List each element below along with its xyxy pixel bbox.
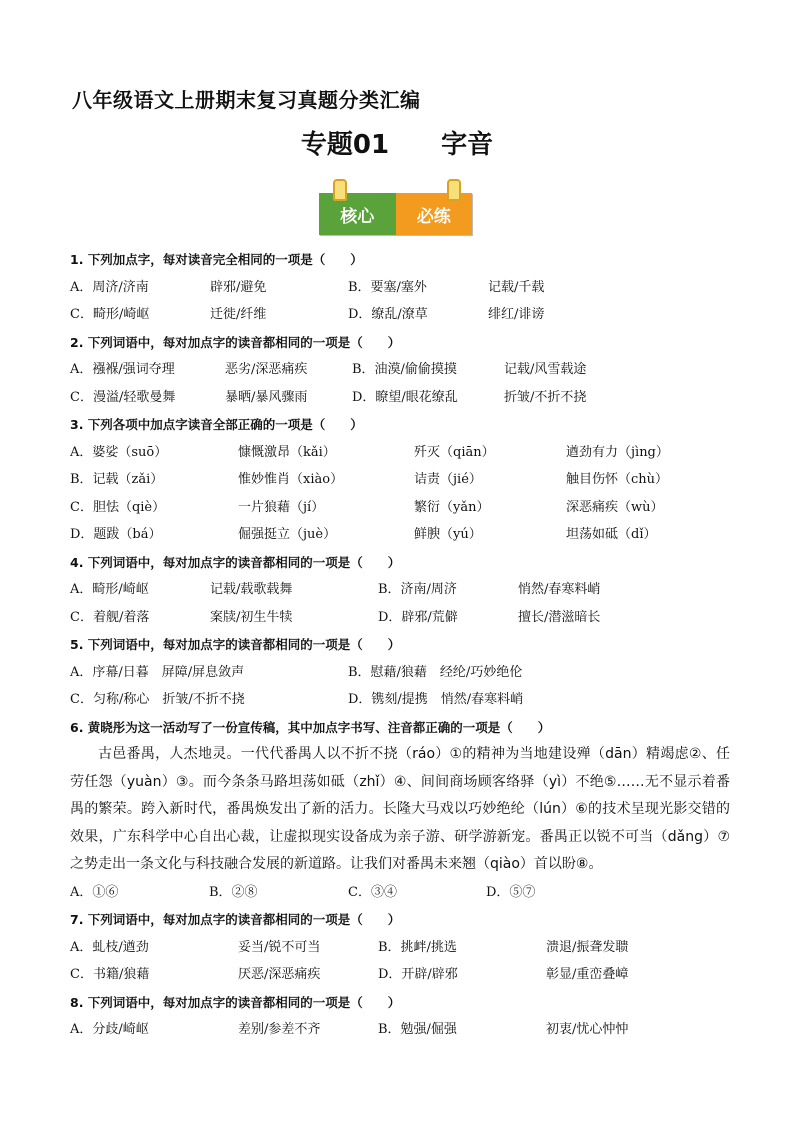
option-text: B．慰藉/狼藉 经纶/巧妙绝伦 — [348, 664, 523, 680]
option-text: 诘责（jié） — [414, 472, 482, 487]
option-text: 倔强挺立（juè） — [238, 527, 337, 542]
question-stem: 7. 下列词语中，每对加点字的读音都相同的一项是（ ） — [70, 912, 401, 927]
option-text: 迁徙/纤维 — [210, 307, 267, 322]
option-row — [70, 1016, 730, 1044]
option-row — [70, 934, 730, 962]
option-text: 歼灭（qiān） — [414, 444, 495, 460]
option-text: 恶劣/深恶痛疾 — [225, 362, 308, 377]
option-text: C．书籍/狼藉 — [70, 967, 150, 982]
banner-label-practice: 必练 — [396, 193, 473, 235]
option-text: C．着舰/着落 — [70, 609, 150, 625]
binder-clip-icon — [333, 179, 347, 201]
option-row — [70, 301, 730, 329]
option-text: C．胆怯（qiè） — [70, 499, 166, 515]
option-text: C．漫溢/轻歌曼舞 — [70, 389, 176, 405]
banner-label-core: 核心 — [319, 193, 396, 235]
option-text: B．要塞/塞外 — [348, 279, 427, 295]
option-row — [70, 961, 730, 989]
question-stem: 3. 下列各项中加点字读音全部正确的一项是（ ） — [70, 417, 363, 432]
option-text: A．①⑥ — [70, 884, 119, 900]
option-text: 记载/载歌载舞 — [210, 582, 293, 597]
topic-name: 字音 — [441, 130, 494, 160]
question-stem: 1. 下列加点字，每对读音完全相同的一项是（ ） — [70, 252, 363, 267]
option-text: 繁衍（yǎn） — [414, 499, 490, 515]
option-text: A．分歧/崎岖 — [70, 1022, 149, 1037]
option-text: D．缭乱/潦草 — [348, 307, 428, 322]
option-text: C．匀称/称心 折皱/不折不挠 — [70, 692, 245, 707]
series-title: 八年级语文上册期末复习真题分类汇编 — [72, 88, 421, 112]
option-row — [70, 384, 730, 412]
option-text: 妥当/锐不可当 — [238, 939, 321, 955]
option-text: 慷慨激昂（kǎi） — [238, 444, 336, 460]
option-text: 初衷/忧心忡忡 — [546, 1022, 629, 1037]
option-text: 绯红/诽谤 — [488, 307, 545, 322]
option-text: A．婆娑（suō） — [70, 444, 168, 460]
option-text: A．畸形/崎岖 — [70, 582, 149, 597]
option-text: B．勉强/倔强 — [378, 1022, 457, 1037]
option-text: 辟邪/避免 — [210, 279, 267, 295]
option-row — [70, 466, 730, 494]
question-stem: 4. 下列词语中，每对加点字的读音都相同的一项是（ ） — [70, 554, 401, 570]
option-text: A．虬枝/遒劲 — [70, 939, 149, 955]
option-text: 惟妙惟肖（xiào） — [238, 472, 344, 487]
option-text: 彰显/重峦叠嶂 — [546, 967, 629, 982]
topic-label: 专题01 — [300, 130, 390, 160]
option-text: 鲜腴（yú） — [414, 527, 482, 542]
option-row — [70, 659, 730, 687]
question-stem: 6. 黄晓彤为这一活动写了一份宣传稿，其中加点字书写、注音都正确的一项是（ ） — [70, 719, 551, 735]
option-text: B．济南/周济 — [378, 582, 457, 597]
option-text: C．畸形/崎岖 — [70, 307, 150, 322]
option-text: A．序幕/日暮 屏障/屏息敛声 — [70, 664, 245, 680]
option-text: 记载/风雪载途 — [504, 362, 587, 377]
reading-passage: 古邑番禺，人杰地灵。一代代番禺人以不折不挠（ráo）①的精神为当地建设殚（dān）精竭虑②、任劳任怨（yuàn）③。而今条条马路坦荡如砥（zhǐ）④、间间商场顾客络驿（yì）不绝⑤……无不显示着番禺的繁荣。跨入新时代，番禺焕发出了新的活力。长隆大马戏以巧妙绝纶（lún）⑥的技术呈现光影交错的效果，广东科学中心自出心裁，让虚拟现实设备成为亲子游、研学游新宠。番禺正以锐不可当（dǎng）⑦之势走出一条文化与科技融合发展的新道路。让我们对番禺未来翘（qiào）首以盼⑧。 — [70, 746, 730, 872]
option-row — [70, 274, 730, 302]
option-text: B．记载（zǎi） — [70, 472, 164, 487]
option-text: 记载/千载 — [488, 279, 545, 295]
option-text: D．镌刻/提携 悄然/春寒料峭 — [348, 692, 524, 707]
option-row — [70, 521, 730, 549]
core-practice-banner — [319, 193, 472, 235]
binder-clip-icon — [447, 179, 461, 201]
option-text: 擅长/潜滋暗长 — [518, 609, 601, 625]
option-text: 折皱/不折不挠 — [504, 389, 587, 405]
option-text: 溃退/振聋发聩 — [546, 939, 629, 955]
option-row — [70, 576, 730, 604]
option-text: D．瞭望/眼花缭乱 — [352, 389, 458, 405]
option-text: D．⑤⑦ — [486, 884, 536, 900]
option-row — [70, 494, 730, 522]
option-text: 暴晒/暴风骤雨 — [225, 389, 308, 405]
option-text: D．开辟/辟邪 — [378, 967, 458, 982]
option-row — [70, 604, 730, 632]
option-text: D．题跋（bá） — [70, 527, 162, 542]
option-text: B．挑衅/挑选 — [378, 939, 457, 955]
option-text: 案牍/初生牛犊 — [210, 609, 293, 625]
option-text: 触目伤怀（chù） — [566, 472, 669, 487]
option-row — [70, 686, 730, 714]
question-stem: 8. 下列词语中，每对加点字的读音都相同的一项是（ ） — [70, 994, 401, 1010]
option-text: 遒劲有力（jìng） — [566, 444, 669, 460]
option-text: B．油漠/偷偷摸摸 — [352, 362, 457, 377]
question-stem: 2. 下列词语中，每对加点字的读音都相同的一项是（ ） — [70, 334, 401, 350]
topic-title — [0, 124, 794, 161]
option-row — [70, 356, 730, 384]
option-row — [70, 439, 730, 467]
option-text: 厌恶/深恶痛疾 — [238, 967, 321, 982]
option-text: C．③④ — [348, 884, 397, 900]
question-list — [70, 246, 730, 1044]
option-text: 坦荡如砥（dǐ） — [566, 527, 657, 542]
question-stem: 5. 下列词语中，每对加点字的读音都相同的一项是（ ） — [70, 637, 401, 652]
option-text: 差别/参差不齐 — [238, 1022, 321, 1037]
option-text: 悄然/春寒料峭 — [518, 582, 601, 597]
option-text: 深恶痛疾（wù） — [566, 499, 664, 515]
option-text: A．襁褓/强词夺理 — [70, 362, 175, 377]
option-text: D．辟邪/荒僻 — [378, 609, 458, 625]
option-text: 一片狼藉（jí） — [238, 499, 325, 515]
option-text: A．周济/济南 — [70, 279, 149, 295]
option-row — [70, 879, 730, 907]
option-text: B．②⑧ — [209, 884, 258, 900]
